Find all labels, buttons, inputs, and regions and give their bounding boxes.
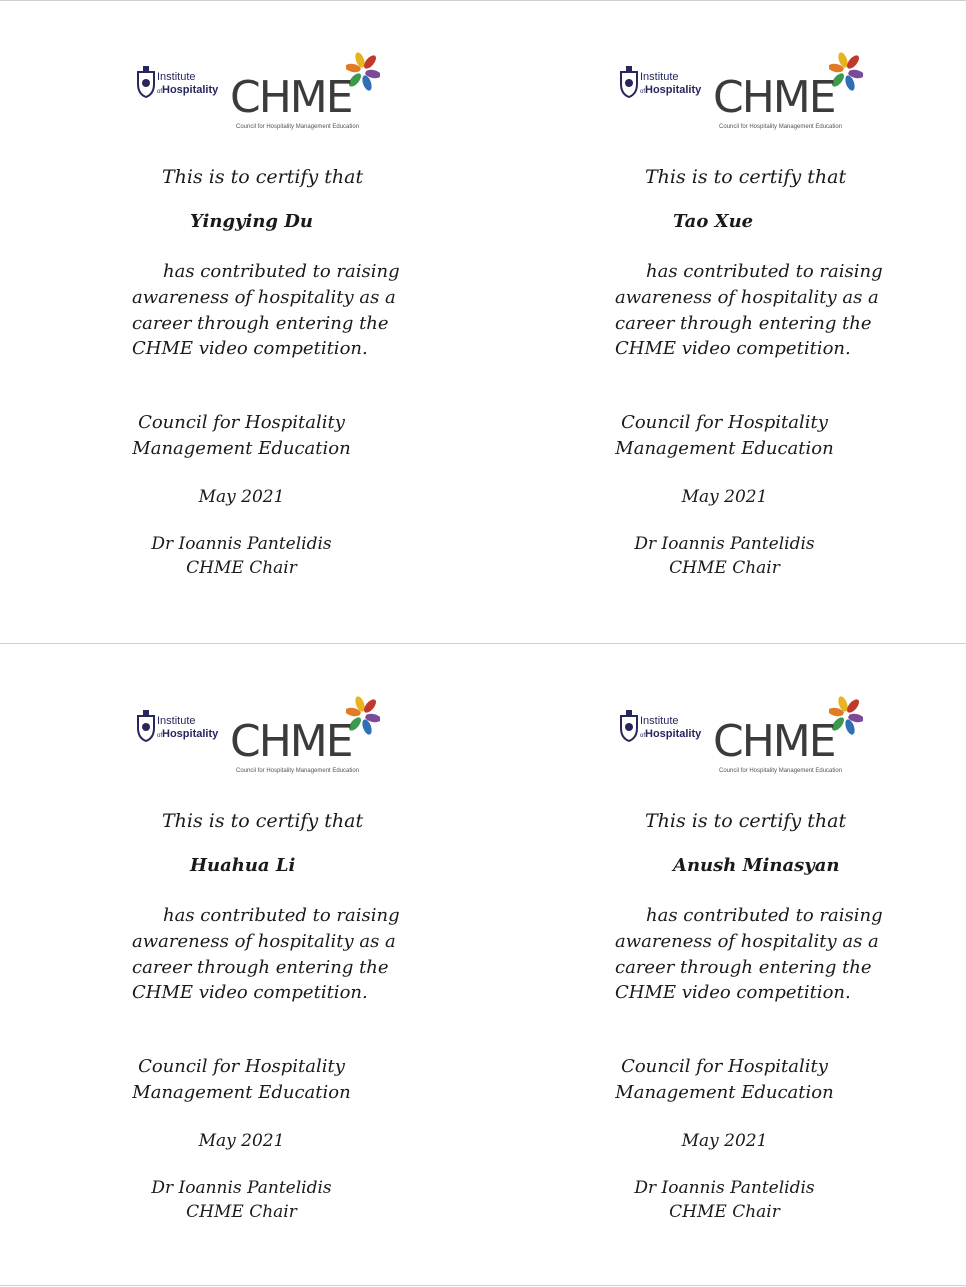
ioh-of: of	[157, 733, 163, 739]
body-line-1: has contributed to raising	[163, 905, 400, 926]
institute-of-hospitality-logo	[619, 66, 719, 100]
certificate-2	[483, 0, 966, 643]
council-line-1: Council for Hospitality	[138, 1056, 345, 1077]
ioh-of: of	[640, 89, 646, 95]
chme-wordmark: CHME	[713, 72, 835, 123]
ioh-line-2: Hospitality	[645, 728, 702, 740]
body-line-3: career through entering the	[132, 957, 389, 978]
crest-icon	[619, 66, 639, 98]
chme-wordmark: CHME	[230, 72, 352, 123]
council-line-1: Council for Hospitality	[138, 412, 345, 433]
ioh-line-1: Institute	[640, 715, 679, 727]
signer-role: CHME Chair	[669, 558, 780, 578]
certificate-1	[0, 0, 483, 643]
chme-tagline: Council for Hospitality Management Education	[719, 768, 843, 774]
chme-tagline: Council for Hospitality Management Education	[236, 124, 360, 130]
chme-wordmark: CHME	[230, 716, 352, 767]
body-line-2: awareness of hospitality as a	[615, 931, 879, 952]
signer-name: Dr Ioannis Pantelidis	[634, 534, 815, 554]
institute-of-hospitality-logo	[136, 710, 236, 744]
certificate-4	[483, 644, 966, 1287]
body-line-1: has contributed to raising	[163, 261, 400, 282]
institute-of-hospitality-logo	[619, 710, 719, 744]
body-line-2: awareness of hospitality as a	[132, 931, 396, 952]
signer-role: CHME Chair	[186, 1202, 297, 1222]
certify-line: This is to certify that	[645, 166, 847, 188]
body-line-4: CHME video competition.	[615, 338, 851, 359]
council-line-1: Council for Hospitality	[621, 412, 828, 433]
certificate-date: May 2021	[681, 487, 768, 507]
chme-logo	[713, 696, 875, 780]
certify-line: This is to certify that	[162, 810, 364, 832]
body-line-4: CHME video competition.	[615, 982, 851, 1003]
signer-name: Dr Ioannis Pantelidis	[151, 1178, 332, 1198]
chme-tagline: Council for Hospitality Management Education	[719, 124, 843, 130]
body-line-3: career through entering the	[615, 957, 872, 978]
council-line-1: Council for Hospitality	[621, 1056, 828, 1077]
ioh-line-1: Institute	[157, 715, 196, 727]
ioh-line-1: Institute	[640, 71, 679, 83]
council-line-2: Management Education	[615, 438, 834, 459]
certify-line: This is to certify that	[162, 166, 364, 188]
body-line-3: career through entering the	[132, 313, 389, 334]
recipient-name: Anush Minasyan	[673, 855, 840, 876]
signer-role: CHME Chair	[669, 1202, 780, 1222]
body-line-3: career through entering the	[615, 313, 872, 334]
body-line-4: CHME video competition.	[132, 982, 368, 1003]
ioh-of: of	[640, 733, 646, 739]
council-line-2: Management Education	[132, 438, 351, 459]
council-line-2: Management Education	[615, 1082, 834, 1103]
recipient-name: Huahua Li	[190, 855, 296, 876]
institute-of-hospitality-logo	[136, 66, 236, 100]
certificate-3	[0, 644, 483, 1287]
recipient-name: Tao Xue	[673, 211, 754, 232]
ioh-line-2: Hospitality	[162, 84, 219, 96]
ioh-line-2: Hospitality	[162, 728, 219, 740]
chme-wordmark: CHME	[713, 716, 835, 767]
body-line-1: has contributed to raising	[646, 261, 883, 282]
recipient-name: Yingying Du	[190, 211, 313, 232]
certificate-date: May 2021	[681, 1131, 768, 1151]
crest-icon	[136, 66, 156, 98]
chme-logo	[230, 52, 392, 136]
signer-name: Dr Ioannis Pantelidis	[634, 1178, 815, 1198]
body-line-2: awareness of hospitality as a	[615, 287, 879, 308]
body-line-2: awareness of hospitality as a	[132, 287, 396, 308]
body-line-1: has contributed to raising	[646, 905, 883, 926]
crest-icon	[619, 710, 639, 742]
signer-name: Dr Ioannis Pantelidis	[151, 534, 332, 554]
certificate-date: May 2021	[198, 487, 285, 507]
certify-line: This is to certify that	[645, 810, 847, 832]
chme-logo	[230, 696, 392, 780]
ioh-of: of	[157, 89, 163, 95]
crest-icon	[136, 710, 156, 742]
body-line-4: CHME video competition.	[132, 338, 368, 359]
signer-role: CHME Chair	[186, 558, 297, 578]
certificate-date: May 2021	[198, 1131, 285, 1151]
council-line-2: Management Education	[132, 1082, 351, 1103]
chme-tagline: Council for Hospitality Management Education	[236, 768, 360, 774]
ioh-line-2: Hospitality	[645, 84, 702, 96]
chme-logo	[713, 52, 875, 136]
ioh-line-1: Institute	[157, 71, 196, 83]
